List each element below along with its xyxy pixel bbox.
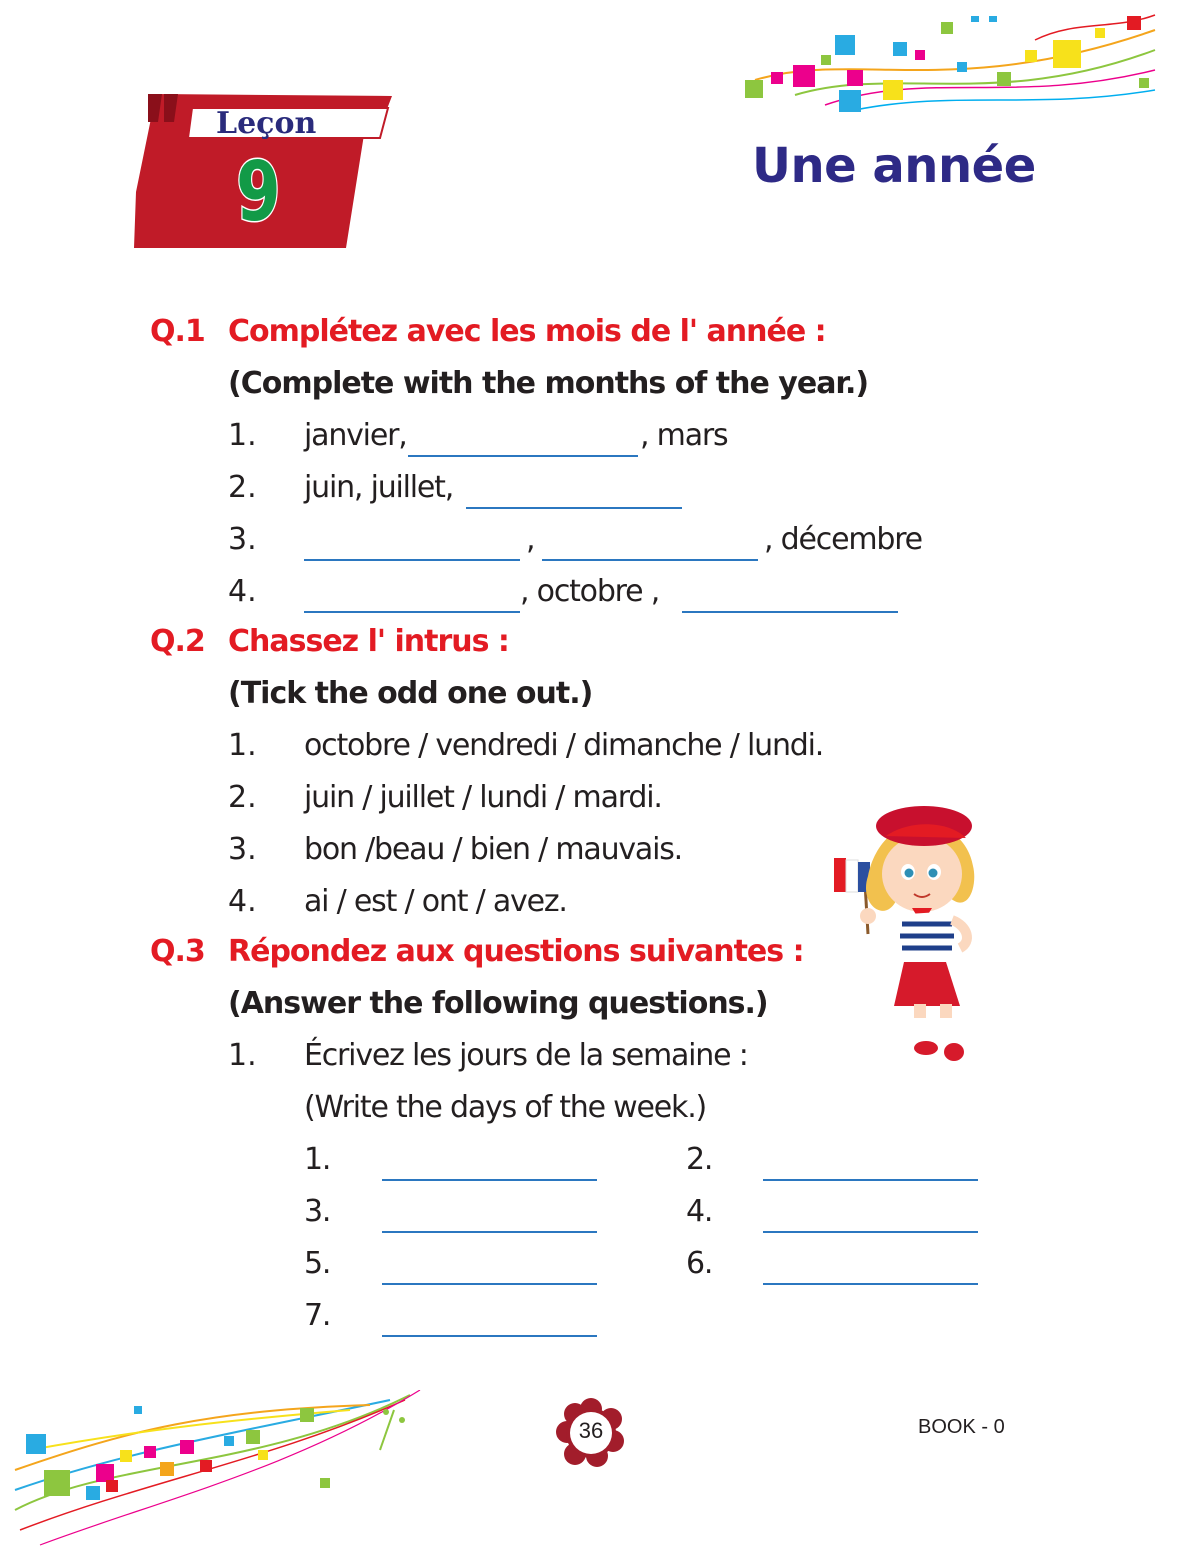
q1-subheading: (Complete with the months of the year.) [228,366,869,401]
book-label: BOOK - 0 [918,1416,1005,1438]
q1-item-text: juin, juillet, [304,470,454,505]
lesson-number: 9 [236,145,281,240]
q2-subheading: (Tick the odd one out.) [228,676,593,711]
q1-heading: Complétez avec les mois de l' année : [228,314,826,349]
day-answer-blank[interactable] [382,1335,597,1337]
answer-blank[interactable] [304,559,520,561]
day-number: 5. [304,1246,331,1281]
lesson-label: Leçon [216,106,317,141]
page-title: Une année [752,138,1036,194]
day-number: 4. [686,1194,713,1229]
q1-item-text: , octobre , [520,574,660,609]
day-answer-blank[interactable] [763,1231,978,1233]
day-answer-blank[interactable] [382,1231,597,1233]
day-number: 2. [686,1142,713,1177]
q2-number: Q.2 [150,624,205,659]
page-number: 36 [578,1418,604,1443]
q2-item-text[interactable]: juin / juillet / lundi / mardi. [304,780,662,815]
answer-blank[interactable] [408,455,638,457]
q1-item-number: 1. [228,418,257,453]
day-number: 1. [304,1142,331,1177]
decorative-confetti-bottom [10,1390,430,1550]
answer-blank[interactable] [542,559,758,561]
q1-item-text: janvier, [304,418,407,453]
day-number: 7. [304,1298,331,1333]
day-answer-blank[interactable] [763,1179,978,1181]
french-girl-illustration [828,796,988,1066]
day-number: 3. [304,1194,331,1229]
q2-item-number: 3. [228,832,257,867]
day-answer-blank[interactable] [763,1283,978,1285]
q1-item-text: , mars [640,418,728,453]
q1-item-number: 2. [228,470,257,505]
q2-item-number: 1. [228,728,257,763]
q1-item-text: , [526,522,535,557]
answer-blank[interactable] [466,507,682,509]
q3-item-text: Écrivez les jours de la semaine : [304,1038,748,1073]
q1-item-number: 3. [228,522,257,557]
q1-number: Q.1 [150,314,205,349]
q3-subheading: (Answer the following questions.) [228,986,768,1021]
q2-item-text[interactable]: bon /beau / bien / mauvais. [304,832,683,867]
q3-item-translation: (Write the days of the week.) [304,1090,707,1125]
q1-item-number: 4. [228,574,257,609]
q2-item-text[interactable]: ai / est / ont / avez. [304,884,567,919]
day-answer-blank[interactable] [382,1179,597,1181]
day-number: 6. [686,1246,713,1281]
decorative-confetti-top [735,10,1160,120]
q2-item-number: 2. [228,780,257,815]
q2-item-text[interactable]: octobre / vendredi / dimanche / lundi. [304,728,824,763]
q2-heading: Chassez l' intrus : [228,624,509,659]
answer-blank[interactable] [304,611,520,613]
q2-item-number: 4. [228,884,257,919]
q3-number: Q.3 [150,934,205,969]
q1-item-text: , décembre [764,522,922,557]
day-answer-blank[interactable] [382,1283,597,1285]
q3-heading: Répondez aux questions suivantes : [228,934,804,969]
answer-blank[interactable] [682,611,898,613]
q3-item-number: 1. [228,1038,257,1073]
